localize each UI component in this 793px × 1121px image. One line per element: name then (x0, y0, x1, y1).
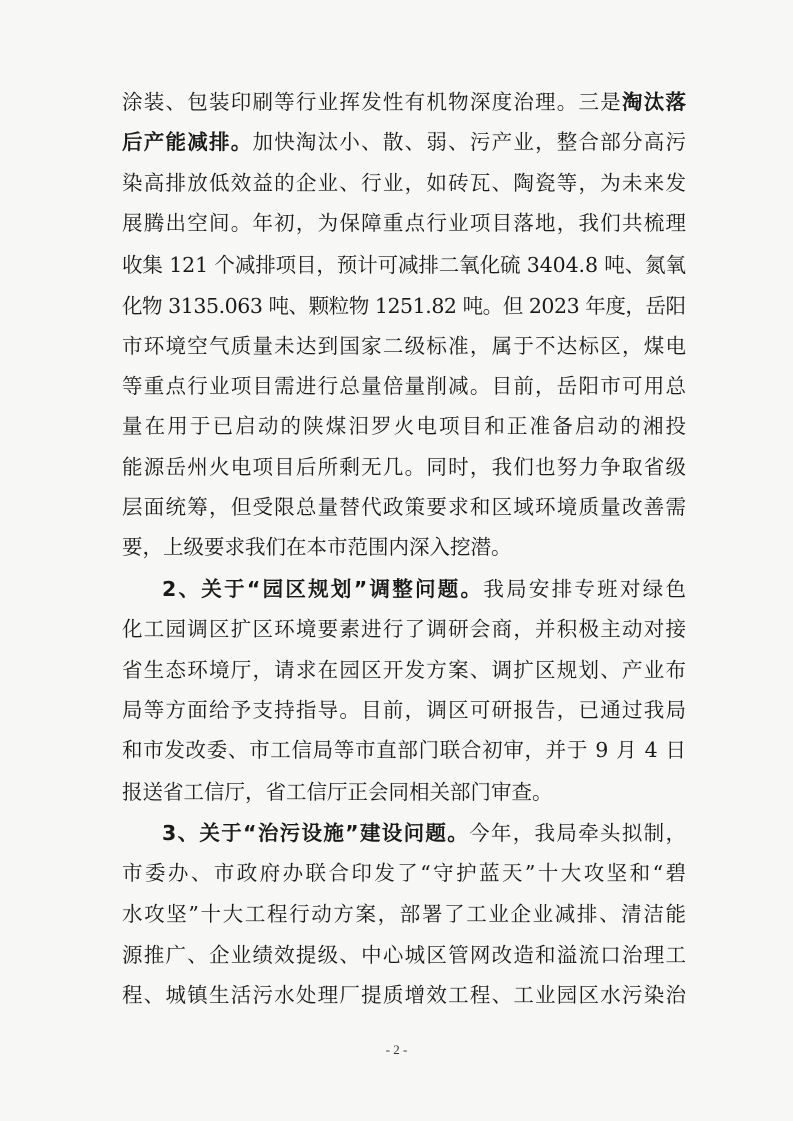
text-line (122, 650, 687, 690)
text-line (122, 122, 687, 162)
text-run: 等重点行业项目需进行总量倍量削减。目前，岳阳市可用总 (122, 374, 688, 398)
bold-text: 后产能减排。 (122, 130, 253, 154)
text-run: 量在用于已启动的陕煤汨罗火电项目和正准备启动的湘投 (122, 414, 689, 438)
text-line (122, 326, 687, 366)
text-run: 市环境空气质量未达到国家二级标准，属于不达标区，煤电 (122, 334, 688, 358)
text-line (122, 286, 686, 326)
text-run: 报送省工信厅，省工信厅正会同相关部门审查。 (122, 780, 553, 804)
text-run: 市委办、市政府办联合印发了“守护蓝天”十大攻坚和“碧 (122, 861, 689, 885)
page-number: - 2 - (385, 1042, 408, 1057)
text-line (122, 487, 687, 527)
text-run: 水攻坚”十大工程行动方案，部署了工业企业减排、清洁能 (122, 902, 688, 926)
text-run: 收集 121 个减排项目，预计可减排二氧化硫 3404.8 吨、氮氧 (122, 253, 686, 277)
bold-text: 淘汰落 (622, 90, 688, 114)
text-line (162, 813, 687, 853)
text-run: 我局安排专班对绿色 (483, 577, 689, 601)
text-line (122, 163, 687, 203)
text-run: 涂装、包装印刷等行业挥发性有机物深度治理。三是 (122, 90, 623, 114)
text-line (122, 366, 687, 406)
bold-text: 2、关于“园区规划”调整问题。 (162, 577, 484, 601)
text-run: 化物 3135.063 吨、颗粒物 1251.82 吨。但 2023 年度，岳阳 (122, 294, 686, 318)
text-line (122, 82, 687, 122)
text-line (122, 894, 688, 934)
text-line (122, 527, 512, 567)
bold-text: 3、关于“治污设施”建设问题。 (162, 821, 470, 845)
text-run: 程、城镇生活污水处理厂提质增效工程、工业园区水污染治 (122, 983, 688, 1007)
text-line (122, 609, 687, 649)
text-line (122, 406, 688, 446)
text-line (122, 975, 687, 1015)
text-line (122, 772, 553, 812)
text-run: 层面统筹，但受限总量替代政策要求和区域环境质量改善需 (122, 495, 688, 519)
text-run: 省生态环境厅，请求在园区开发方案、调扩区规划、产业布 (122, 658, 688, 682)
text-line (122, 203, 687, 243)
text-line (122, 245, 686, 285)
text-run: 源推广、企业绩效提级、中心城区管网改造和溢流口治理工 (122, 943, 688, 967)
text-run: 要，上级要求我们在本市范围内深入挖潜。 (122, 535, 512, 559)
text-run: 加快淘汰小、散、弱、污产业，整合部分高污 (252, 130, 688, 154)
text-line (122, 730, 687, 770)
text-run: 局等方面给予支持指导。目前，调区可研报告，已通过我局 (122, 698, 688, 722)
text-run: 化工园调区扩区环境要素进行了调研会商，并积极主动对接 (122, 617, 688, 641)
text-run: 和市发改委、市工信局等市直部门联合初审，并于 9 月 4 日 (122, 738, 687, 762)
text-run: 展腾出空间。年初，为保障重点行业项目落地，我们共梳理 (122, 211, 688, 235)
text-run: 染高排放低效益的企业、行业，如砖瓦、陶瓷等，为未来发 (122, 171, 688, 195)
text-line (122, 447, 687, 487)
text-run: 能源岳州火电项目后所剩无几。同时，我们也努力争取省级 (122, 455, 688, 479)
text-line (122, 690, 687, 730)
text-line (122, 935, 687, 975)
text-line (122, 853, 688, 893)
text-line (162, 569, 688, 609)
text-run: 今年，我局牵头拟制， (469, 821, 688, 845)
